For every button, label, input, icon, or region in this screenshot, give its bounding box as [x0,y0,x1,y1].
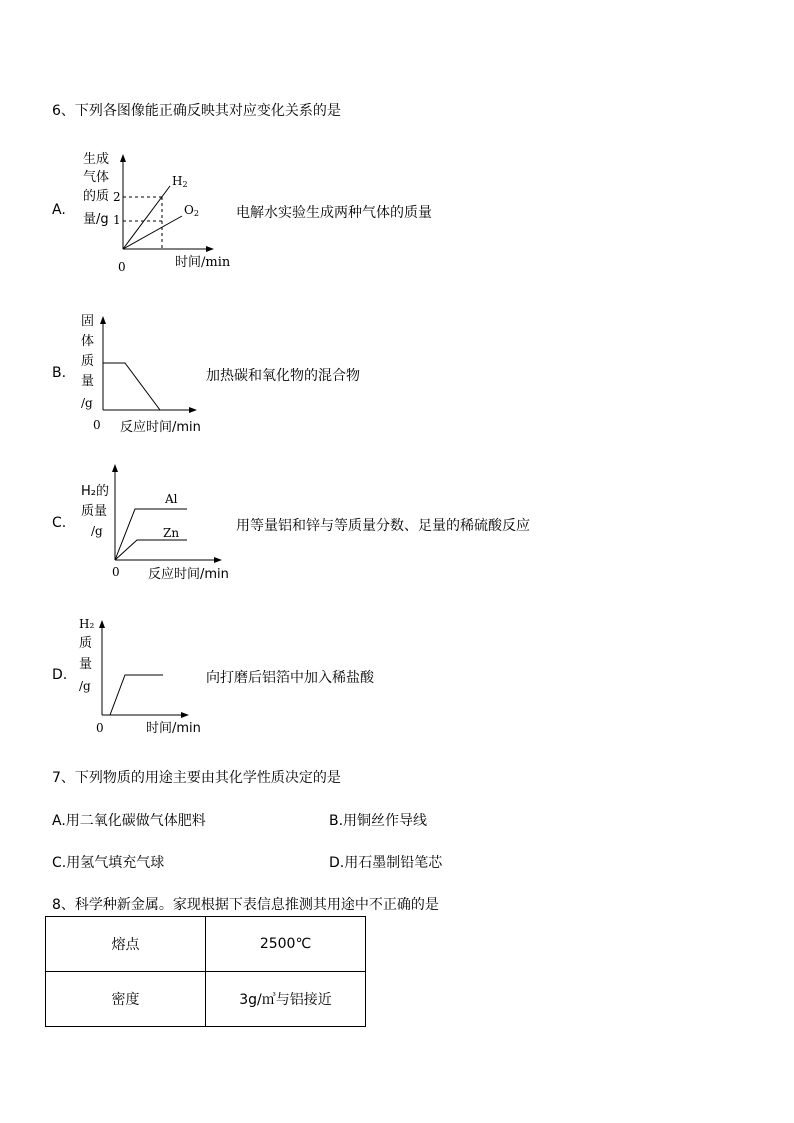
option-c-caption: 用等量铝和锌与等质量分数、足量的稀硫酸反应 [236,518,530,534]
graph-c-ylabel-1: H₂的 [81,484,109,499]
table-row [46,917,366,972]
graph-b-y-arrow [100,316,106,324]
table-cell-value: 2500℃ [206,917,366,972]
graph-c-x-arrow [214,557,222,563]
graph-c-origin: 0 [112,565,120,579]
graph-a-h2-label: H2 [172,174,188,189]
graph-d-ylabel-2: 质 [79,636,93,651]
info-table [45,916,366,1027]
graph-c-zn-curve [115,540,187,560]
graph-d [75,612,210,738]
graph-a-ylabel-3: 的质 [83,189,110,204]
graph-d-xlabel: 时间/min [146,721,201,736]
table-cell-property: 密度 [46,972,206,1027]
option-c-letter: C. [52,515,67,531]
graph-b-ylabel-5: /g [81,396,93,410]
graph-c-zn-label: Zn [163,526,180,540]
graph-c-al-label: Al [165,492,178,506]
graph-a-o2-label: O2 [184,203,199,218]
graph-b-ylabel-1: 固 [81,314,95,329]
graph-a-ylabel-1: 生成 [83,152,110,167]
graph-a-tick-2: 2 [113,190,121,204]
question-6-stem: 6、下列各图像能正确反映其对应变化关系的是 [52,103,341,119]
graph-a-origin: 0 [118,260,126,274]
question-8-stem: 8、科学种新金属。家现根据下表信息推测其用途中不正确的是 [52,897,439,913]
graph-b-xlabel: 反应时间/min [120,420,201,435]
graph-a-y-arrow [120,154,126,162]
graph-a-ylabel-2: 气体 [83,170,110,185]
graph-d-y-arrow [99,620,105,628]
graph-b-curve [103,363,160,410]
graph-b-ylabel-3: 质 [81,354,95,369]
table-row [46,972,366,1027]
option-b-caption: 加热碳和氧化物的混合物 [206,368,360,384]
graph-c-y-arrow [112,464,118,472]
question-7-option-a: A.用二氧化碳做气体肥料 [52,813,206,829]
graph-b-origin: 0 [93,418,101,432]
option-d-letter: D. [52,667,68,683]
question-7-option-b: B.用铜丝作导线 [329,813,428,829]
graph-b-ylabel-2: 体 [81,334,95,349]
graph-b-x-arrow [189,407,197,413]
graph-d-x-arrow [181,712,189,718]
question-7-option-d: D.用石墨制铅笔芯 [329,855,443,871]
graph-d-origin: 0 [96,721,104,735]
question-7-option-c: C.用氢气填充气球 [52,855,165,871]
graph-a-h2-line [123,186,170,249]
graph-d-ylabel-1: H₂ [79,617,95,631]
table-cell-value: 3g/㎥与铝接近 [206,972,366,1027]
graph-c-ylabel-3: /g [91,524,103,538]
graph-c [75,460,240,582]
graph-d-ylabel-4: /g [79,679,91,693]
option-d-caption: 向打磨后铝箔中加入稀盐酸 [206,670,374,686]
graph-c-xlabel: 反应时间/min [148,567,229,582]
graph-d-ylabel-3: 量 [79,657,93,672]
graph-a-tick-1: 1 [113,213,121,227]
option-b-letter: B. [52,365,67,381]
graph-c-ylabel-2: 质量 [81,504,108,519]
question-7-stem: 7、下列物质的用途主要由其化学性质决定的是 [52,770,341,786]
graph-a [75,150,240,275]
graph-d-curve [110,675,163,715]
option-a-letter: A. [52,202,66,218]
option-a-caption: 电解水实验生成两种气体的质量 [236,205,432,221]
graph-b [75,308,210,436]
graph-a-ylabel-4: 量/g [83,212,109,227]
graph-b-ylabel-4: 量 [81,374,95,389]
graph-a-x-arrow [206,246,214,252]
table-cell-property: 熔点 [46,917,206,972]
graph-a-xlabel: 时间/min [175,255,231,270]
